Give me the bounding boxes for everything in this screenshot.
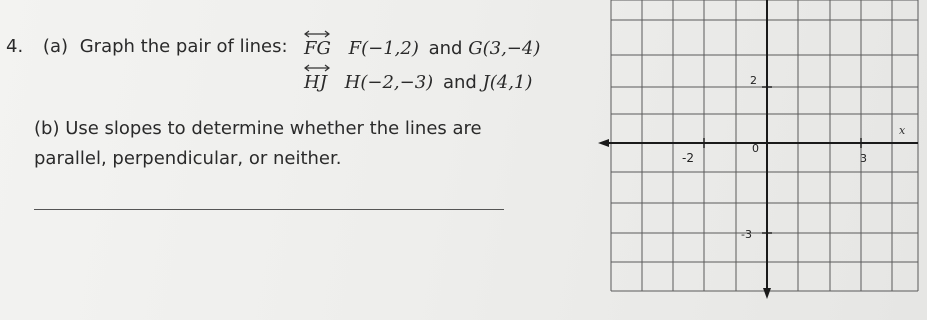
part-b-line-2: parallel, perpendicular, or neither. [34, 148, 342, 169]
point-g-label: G [468, 38, 483, 59]
point-f-label: F [348, 38, 362, 59]
tick-label-origin: 0 [752, 142, 759, 155]
tick-label-y-neg-3: -3 [741, 228, 752, 241]
point-h-label: H [344, 72, 361, 93]
point-f-coords: (−1,2) [361, 38, 419, 59]
point-j-label: J [482, 72, 490, 93]
question-number: 4. [6, 36, 24, 57]
tick-label-x-3: 3 [860, 152, 867, 165]
point-h-coords: (−2,−3) [360, 72, 434, 93]
point-j-coords: (4,1) [489, 72, 533, 93]
point-g-coords: (3,−4) [482, 38, 541, 59]
part-b-line-1: (b) Use slopes to determine whether the lines are [34, 118, 482, 139]
y-axis [763, 0, 771, 299]
line-fg-name: FG [304, 38, 331, 58]
x-axis-label: x [899, 124, 906, 137]
conjunction-and: and [428, 38, 463, 59]
line-hj-name: HJ [304, 72, 327, 92]
tick-label-x-neg-2: -2 [682, 151, 694, 165]
grid-lines [611, 0, 918, 291]
conjunction-and: and [442, 72, 477, 93]
tick-marks [704, 87, 861, 233]
tick-label-y-2: 2 [750, 74, 757, 87]
part-a-label: (a) [42, 36, 68, 57]
part-a-text: Graph the pair of lines: [79, 36, 288, 57]
